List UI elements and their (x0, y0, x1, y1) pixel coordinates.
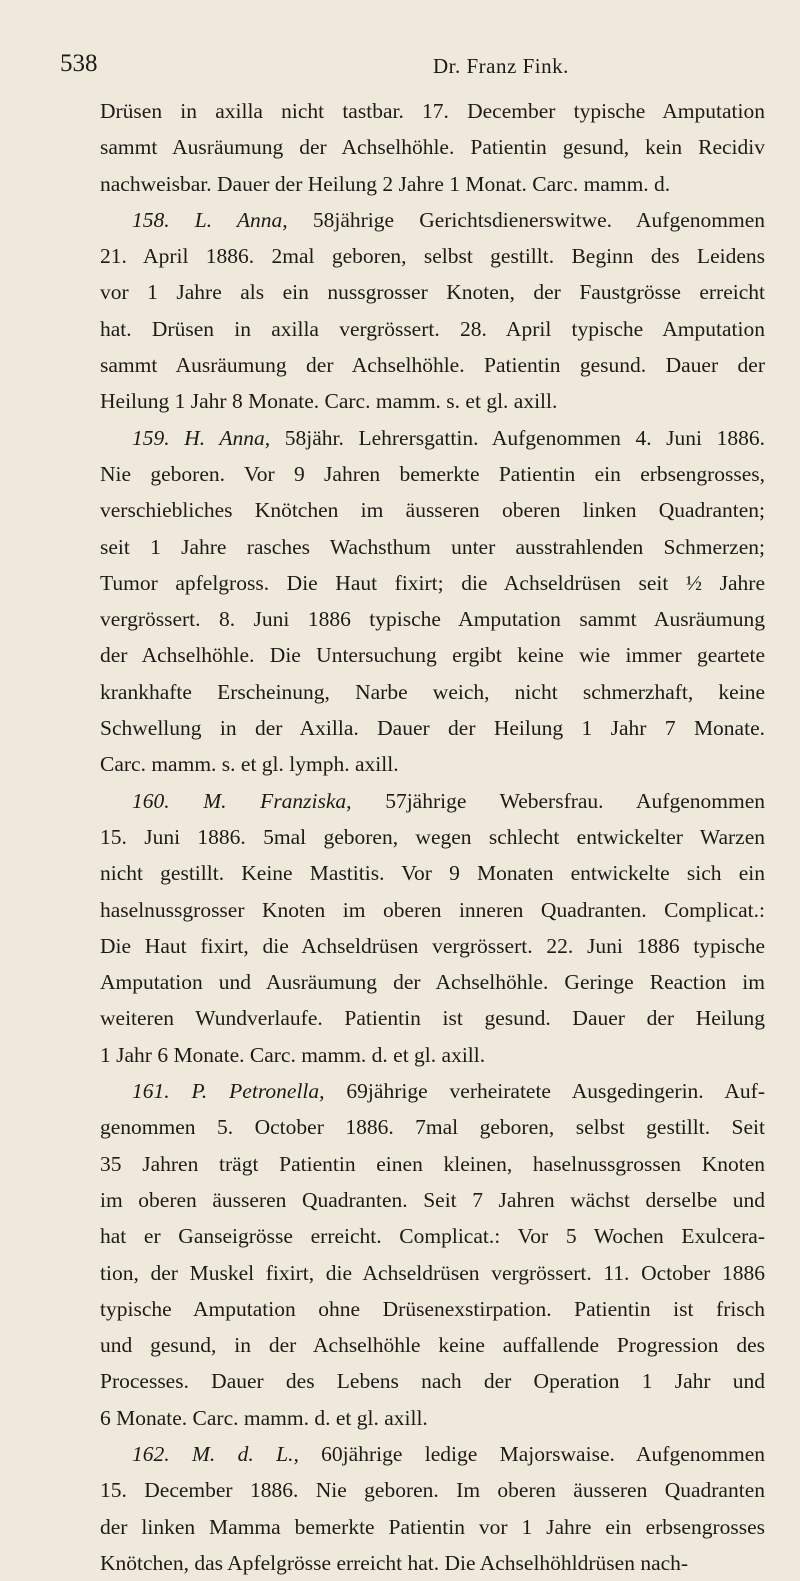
line-text: vor 1 Jahre als ein nussgrosser Knoten, der Faustgrösse erreicht (100, 280, 765, 305)
text-line (100, 274, 765, 310)
text-line (100, 1218, 765, 1254)
line-text: im oberen äusseren Quadranten. Seit 7 Jahren wächst derselbe und (100, 1187, 765, 1212)
line-text: Amputation und Ausräumung der Achselhöhle. Geringe Reaction im (100, 970, 765, 995)
text-line (100, 1255, 765, 1291)
line-text: 60jährige ledige Majorswaise. Aufgenommen (298, 1441, 766, 1466)
page-number: 538 (60, 50, 98, 77)
line-text: 69jährige verheiratete Ausgedingerin. Auf- (324, 1079, 765, 1104)
line-text: Die Haut fixirt, die Achseldrüsen vergrössert. 22. Juni 1886 typische (100, 933, 765, 958)
line-text: haselnussgrosser Knoten im oberen inneren Quadranten. Complicat.: (100, 897, 765, 922)
line-text: sammt Ausräumung der Achselhöhle. Patientin gesund. Dauer der (100, 353, 765, 378)
text-line (100, 1109, 765, 1145)
line-text: weiteren Wundverlaufe. Patientin ist gesund. Dauer der Heilung (100, 1006, 765, 1031)
text-line (100, 746, 765, 782)
text-line (100, 166, 765, 202)
text-line (100, 311, 765, 347)
line-text: Heilung 1 Jahr 8 Monate. Carc. mamm. s. et gl. axill. (100, 389, 558, 414)
text-line (100, 347, 765, 383)
case-heading: 158. L. Anna, (132, 207, 288, 232)
case-heading: 159. H. Anna, (132, 425, 271, 450)
text-line (100, 529, 765, 565)
line-text: Nie geboren. Vor 9 Jahren bemerkte Patientin ein erbsengrosses, (100, 461, 765, 486)
page-header (60, 50, 730, 84)
text-line (100, 855, 765, 891)
body-text (100, 93, 765, 1581)
text-line (100, 710, 765, 746)
line-text: seit 1 Jahre rasches Wachsthum unter ausstrahlenden Schmerzen; (100, 534, 765, 559)
line-text: genommen 5. October 1886. 7mal geboren, selbst gestillt. Seit (100, 1115, 765, 1140)
text-line (100, 238, 765, 274)
text-line (100, 819, 765, 855)
line-text: nachweisbar. Dauer der Heilung 2 Jahre 1 Monat. Carc. mamm. d. (100, 171, 671, 196)
line-text: typische Amputation ohne Drüsenexstirpation. Patientin ist frisch (100, 1296, 765, 1321)
line-text: 57jährige Webersfrau. Aufgenommen (351, 788, 765, 813)
line-text: der linken Mamma bemerkte Patientin vor 1 Jahre ein erbsengrosses (100, 1514, 765, 1539)
line-text: hat. Drüsen in axilla vergrössert. 28. April typische Amputation (100, 316, 765, 341)
text-line (100, 964, 765, 1000)
case-heading: 162. M. d. L., (132, 1441, 299, 1466)
text-line (100, 492, 765, 528)
text-line (100, 1291, 765, 1327)
line-text: Tumor apfelgross. Die Haut fixirt; die Achseldrüsen seit ½ Jahre (100, 570, 765, 595)
text-line (100, 565, 765, 601)
text-line (100, 928, 765, 964)
line-text: und gesund, in der Achselhöhle keine auffallende Progression des (100, 1333, 765, 1358)
text-line (100, 892, 765, 928)
text-line (100, 1073, 765, 1109)
text-line (100, 420, 765, 456)
line-text: Drüsen in axilla nicht tastbar. 17. December typische Amputation (100, 99, 765, 123)
line-text: 1 Jahr 6 Monate. Carc. mamm. d. et gl. axill. (100, 1042, 486, 1067)
line-text: der Achselhöhle. Die Untersuchung ergibt keine wie immer geartete (100, 643, 765, 668)
line-text: Processes. Dauer des Lebens nach der Operation 1 Jahr und (100, 1369, 765, 1394)
text-line (100, 601, 765, 637)
text-line (100, 1545, 765, 1581)
line-text: 21. April 1886. 2mal geboren, selbst gestillt. Beginn des Leidens (100, 244, 765, 269)
line-text: 58jährige Gerichtsdienerswitwe. Aufgenommen (287, 207, 765, 232)
text-line (100, 383, 765, 419)
line-text: 58jähr. Lehrersgattin. Aufgenommen 4. Juni 1886. (270, 425, 765, 450)
line-text: 6 Monate. Carc. mamm. d. et gl. axill. (100, 1405, 428, 1430)
line-text: krankhafte Erscheinung, Narbe weich, nicht schmerzhaft, keine (100, 679, 765, 704)
text-line (100, 456, 765, 492)
text-line (100, 1509, 765, 1545)
text-line (100, 1363, 765, 1399)
text-line (100, 202, 765, 238)
text-line (100, 1182, 765, 1218)
line-text: tion, der Muskel fixirt, die Achseldrüsen vergrössert. 11. October 1886 (100, 1260, 765, 1285)
line-text: nicht gestillt. Keine Mastitis. Vor 9 Monaten entwickelte sich ein (100, 861, 765, 886)
text-line (100, 93, 765, 129)
text-line (100, 783, 765, 819)
text-line (100, 1472, 765, 1508)
text-line (100, 674, 765, 710)
line-text: 15. December 1886. Nie geboren. Im oberen äusseren Quadranten (100, 1478, 765, 1503)
text-line (100, 1436, 765, 1472)
text-line (100, 1146, 765, 1182)
text-line (100, 1000, 765, 1036)
line-text: Schwellung in der Axilla. Dauer der Heilung 1 Jahr 7 Monate. (100, 716, 765, 741)
text-line (100, 129, 765, 165)
line-text: sammt Ausräumung der Achselhöhle. Patientin gesund, kein Recidiv (100, 135, 765, 160)
text-line (100, 1037, 765, 1073)
line-text: verschiebliches Knötchen im äusseren oberen linken Quadranten; (100, 498, 765, 523)
case-heading: 160. M. Franziska, (132, 788, 352, 813)
text-line (100, 1400, 765, 1436)
line-text: 35 Jahren trägt Patientin einen kleinen, haselnussgrossen Knoten (100, 1151, 765, 1176)
line-text: 15. Juni 1886. 5mal geboren, wegen schlecht entwickelter Warzen (100, 824, 765, 849)
text-line (100, 1327, 765, 1363)
running-head: Dr. Franz Fink. (433, 54, 569, 78)
line-text: hat er Ganseigrösse erreicht. Complicat.: Vor 5 Wochen Exulcera- (100, 1224, 765, 1249)
text-line (100, 637, 765, 673)
line-text: vergrössert. 8. Juni 1886 typische Amputation sammt Ausräumung (100, 607, 765, 632)
case-heading: 161. P. Petronella, (132, 1079, 325, 1104)
line-text: Carc. mamm. s. et gl. lymph. axill. (100, 752, 399, 777)
line-text: Knötchen, das Apfelgrösse erreicht hat. Die Achselhöhldrüsen nach- (100, 1550, 689, 1575)
